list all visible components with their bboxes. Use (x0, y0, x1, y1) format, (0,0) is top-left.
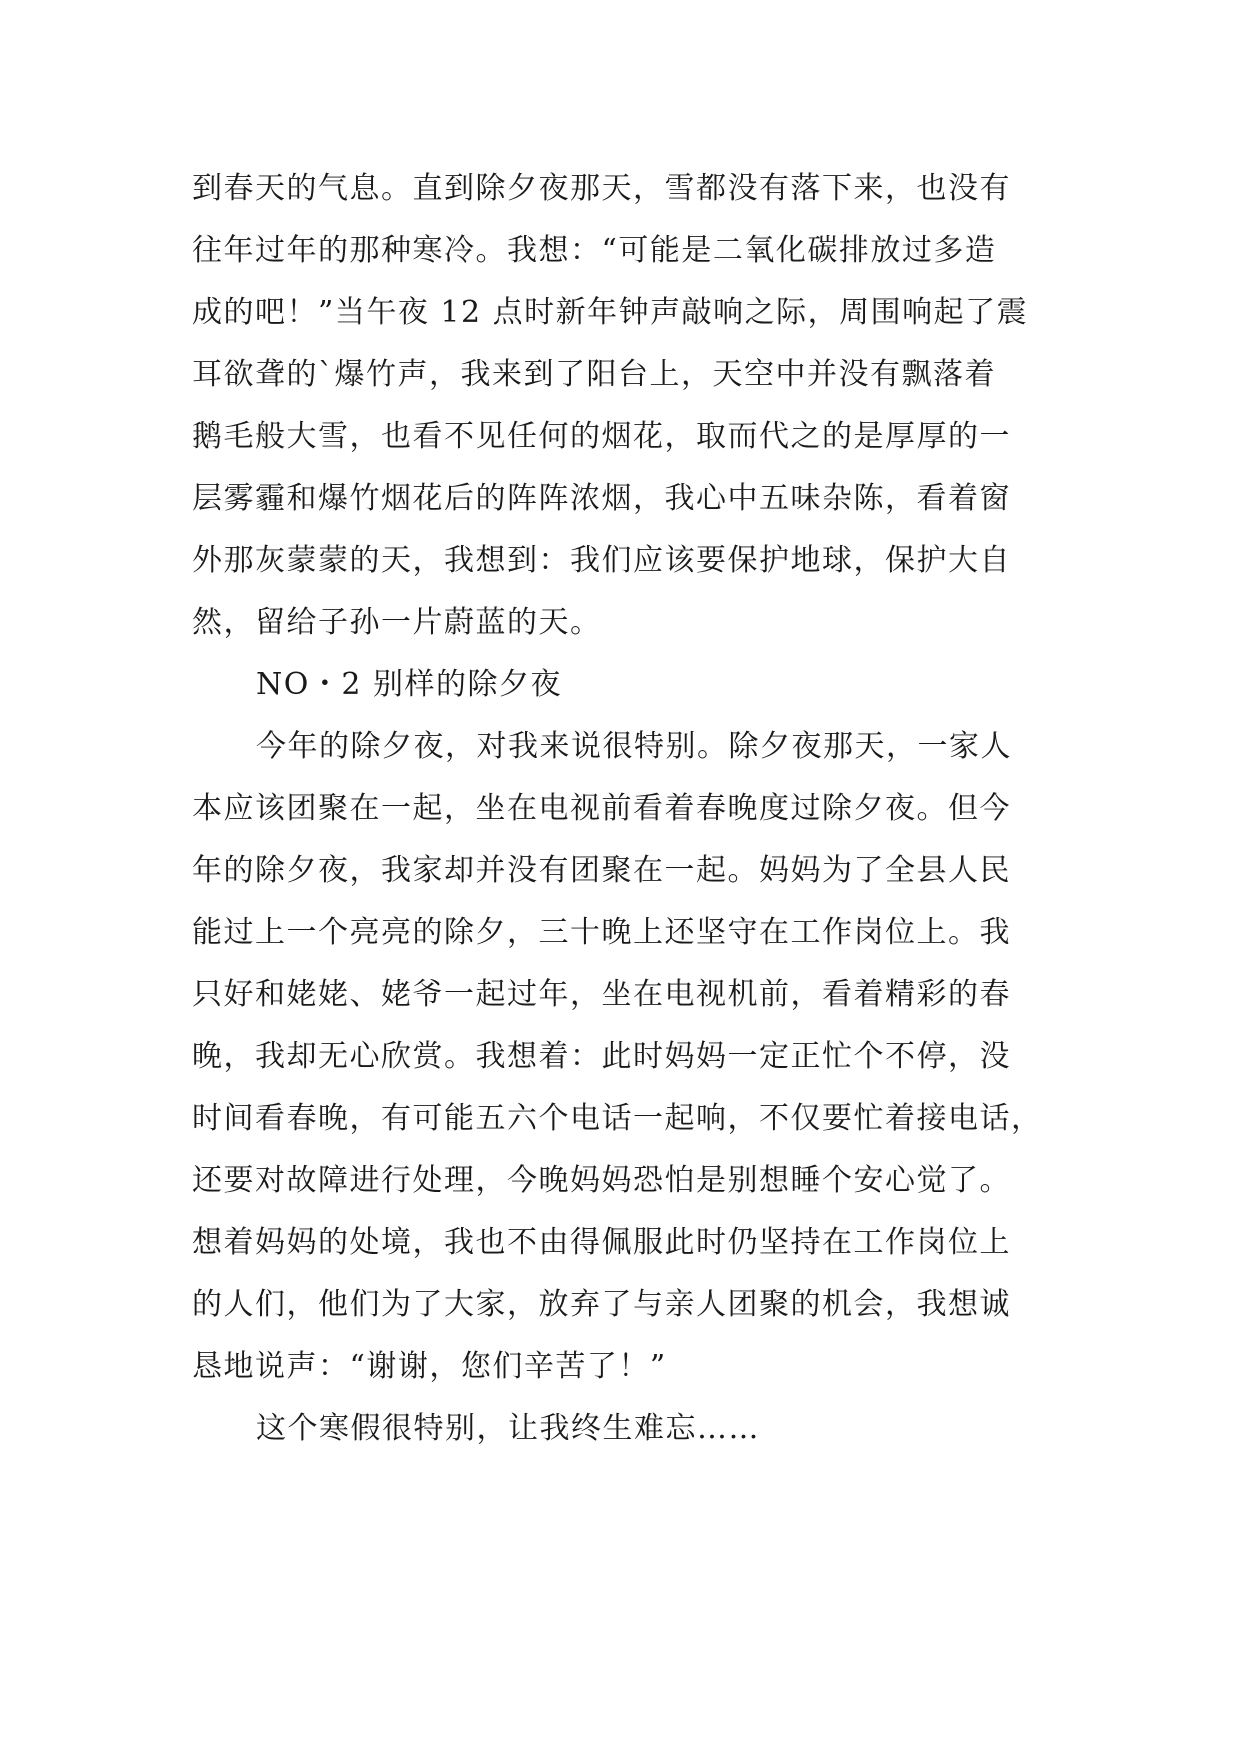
text-line: 的人们，他们为了大家，放弃了与亲人团聚的机会，我想诚 (192, 1287, 1011, 1322)
text-line: 晚，我却无心欣赏。我想着：此时妈妈一定正忙个不停，没 (192, 1039, 1011, 1074)
text-line: 还要对故障进行处理，今晚妈妈恐怕是别想睡个安心觉了。 (192, 1163, 1011, 1198)
text-line: 外那灰蒙蒙的天，我想到：我们应该要保护地球，保护大自 (192, 543, 1011, 578)
text-line: 想着妈妈的处境，我也不由得佩服此时仍坚持在工作岗位上 (192, 1225, 1011, 1260)
text-line: 这个寒假很特别，让我终生难忘…… (256, 1411, 760, 1446)
text-line: 层雾霾和爆竹烟花后的阵阵浓烟，我心中五味杂陈，看着窗 (192, 481, 1011, 516)
text-line: 恳地说声：“谢谢，您们辛苦了！” (192, 1349, 667, 1384)
text-line: 鹅毛般大雪，也看不见任何的烟花，取而代之的是厚厚的一 (192, 419, 1011, 454)
text-line: 本应该团聚在一起，坐在电视前看着春晚度过除夕夜。但今 (192, 791, 1011, 826)
section-heading: NO・2 别样的除夕夜 (256, 667, 562, 702)
text-line: 年的除夕夜，我家却并没有团聚在一起。妈妈为了全县人民 (192, 853, 1011, 888)
text-line: 到春天的气息。直到除夕夜那天，雪都没有落下来，也没有 (192, 171, 1011, 206)
text-line: 往年过年的那种寒冷。我想：“可能是二氧化碳排放过多造 (192, 233, 997, 268)
text-line: 然，留给子孙一片蔚蓝的天。 (192, 605, 602, 640)
document-body (192, 158, 1052, 1460)
text-line: 能过上一个亮亮的除夕，三十晚上还坚守在工作岗位上。我 (192, 915, 1011, 950)
text-line: 今年的除夕夜，对我来说很特别。除夕夜那天，一家人 (256, 729, 1012, 764)
text-line: 时间看春晚，有可能五六个电话一起响，不仅要忙着接电话， (192, 1101, 1043, 1136)
text-line: 只好和姥姥、姥爷一起过年，坐在电视机前，看着精彩的春 (192, 977, 1011, 1012)
text-line: 成的吧！”当午夜 12 点时新年钟声敲响之际，周围响起了震 (192, 295, 1029, 330)
text-line: 耳欲聋的`爆竹声，我来到了阳台上，天空中并没有飘落着 (192, 357, 996, 392)
